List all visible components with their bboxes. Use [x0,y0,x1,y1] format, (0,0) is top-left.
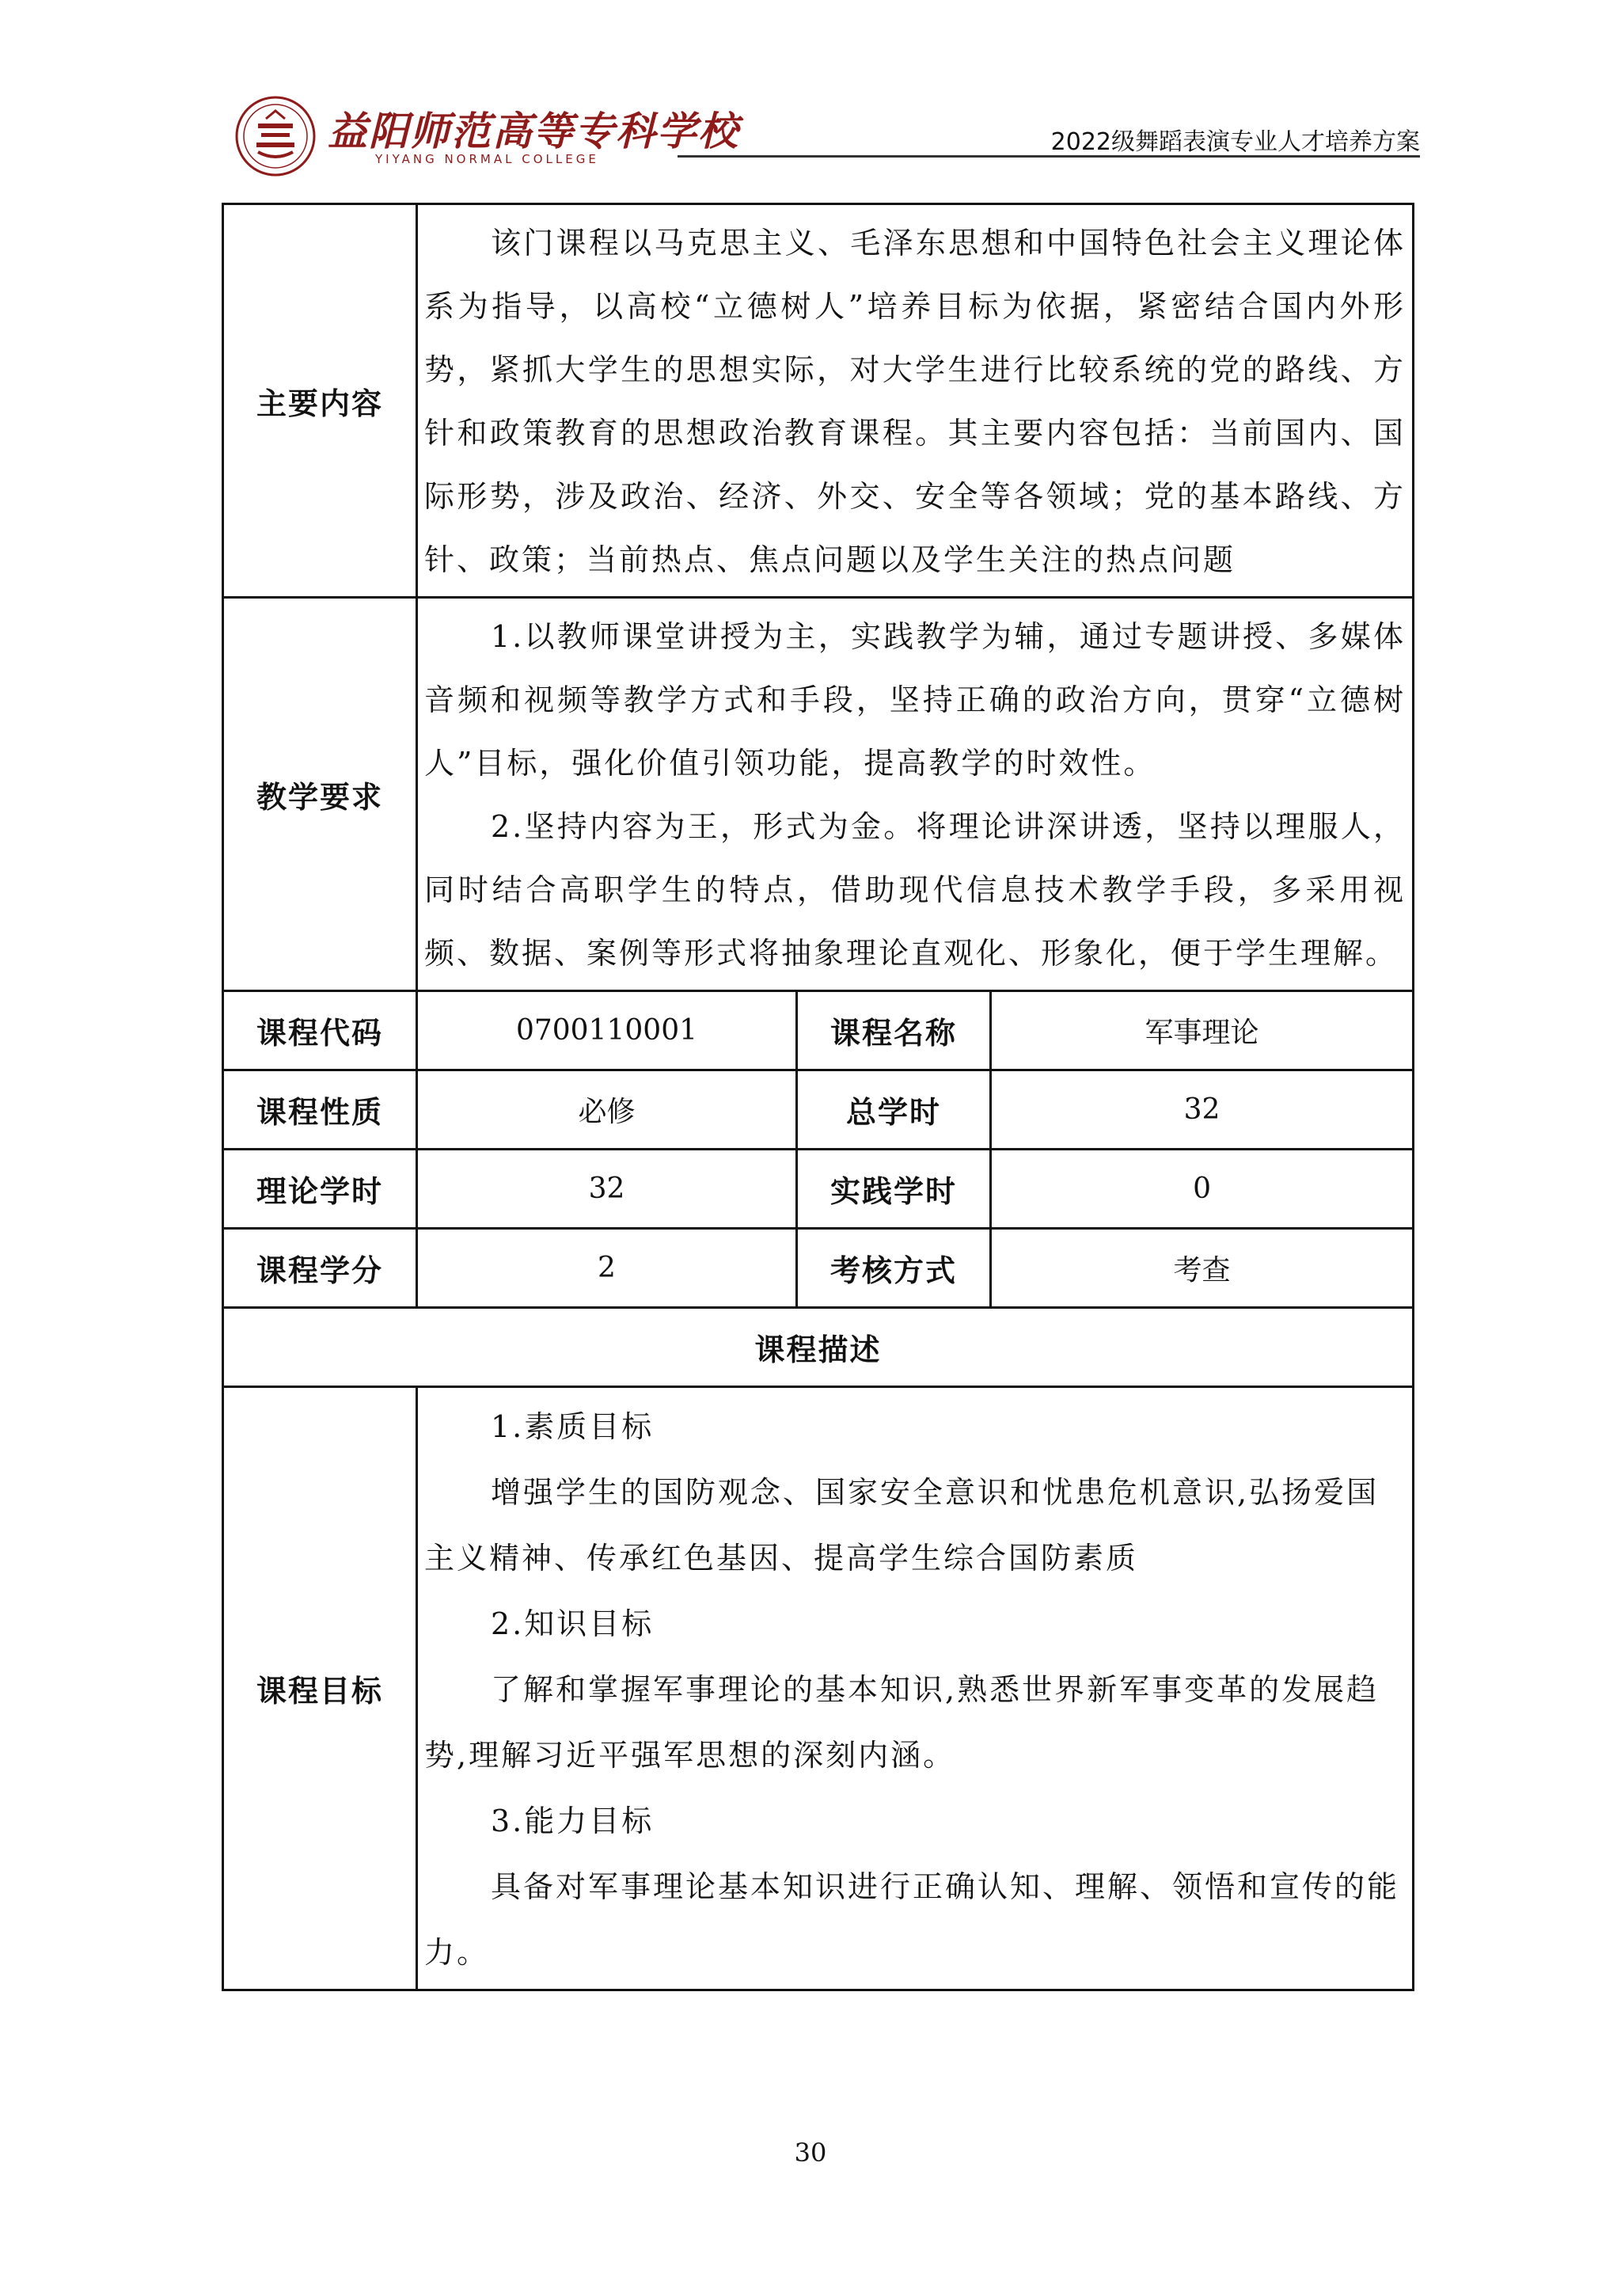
objective-text: 增强学生的国防观念、国家安全意识和忧患危机意识,弘扬爱国主义精神、传承红色基因、提高学生综合国防素质 [424,1475,1380,1576]
assessment-value: 考查 [991,1229,1414,1308]
course-nature-value: 必修 [417,1070,797,1150]
theory-hours-label: 理论学时 [223,1150,417,1229]
practice-hours-value: 0 [991,1150,1414,1229]
course-code-label: 课程代码 [223,991,417,1070]
main-content-text: 该门课程以马克思主义、毛泽东思想和中国特色社会主义理论体系为指导，以高校“立德树人”培养目标为依据，紧密结合国内外形势，紧抓大学生的思想实际，对大学生进行比较系统的党的路线、方针和政策教育的思想政治教育课程。其主要内容包括：当前国内、国际形势，涉及政治、经济、外交、安全等各领域；党的基本路线、方针、政策；当前热点、焦点问题以及学生关注的热点问题 [424,226,1407,577]
teaching-requirement-paragraph: 1.以教师课堂讲授为主，实践教学为辅，通过专题讲授、多媒体音频和视频等教学方式和手段，坚持正确的政治方向，贯穿“立德树人”目标，强化价值引领功能，提高教学的时效性。 [424,619,1407,781]
yiyang-normal-college-seal-icon [234,95,317,177]
course-description-row [223,1308,1414,1387]
page-header [234,89,1420,168]
teaching-requirements-label: 教学要求 [223,598,417,991]
practice-hours-label: 实践学时 [797,1150,991,1229]
credits-row [223,1229,1414,1308]
course-objectives-row [223,1387,1414,1990]
school-name: 益阳师范高等专科学校 [328,108,739,154]
objective-heading: 3.能力目标 [491,1804,655,1838]
total-hours-value: 32 [991,1070,1414,1150]
total-hours-label: 总学时 [797,1070,991,1150]
course-name-value: 军事理论 [991,991,1414,1070]
course-objectives-cell [417,1387,1414,1990]
course-code-row [223,991,1414,1070]
teaching-requirements-cell [417,598,1414,991]
course-nature-label: 课程性质 [223,1070,417,1150]
course-description-title: 课程描述 [223,1308,1414,1387]
objective-heading: 1.素质目标 [491,1409,655,1444]
credits-value: 2 [417,1229,797,1308]
objective-heading: 2.知识目标 [491,1606,655,1641]
course-code-value: 0700110001 [417,991,797,1070]
credits-label: 课程学分 [223,1229,417,1308]
teaching-requirement-paragraph: 2.坚持内容为王，形式为金。将理论讲深讲透，坚持以理服人，同时结合高职学生的特点，借助现代信息技术教学手段，多采用视频、数据、案例等形式将抽象理论直观化、形象化，便于学生理解。 [424,809,1407,971]
main-content-row [223,204,1414,598]
course-table [222,203,1414,1991]
objective-text: 了解和掌握军事理论的基本知识,熟悉世界新军事变革的发展趋势,理解习近平强军思想的深刻内涵。 [424,1672,1380,1773]
teaching-requirements-row [223,598,1414,991]
main-content-cell [417,204,1414,598]
course-objectives-label: 课程目标 [223,1387,417,1990]
main-content-label: 主要内容 [223,204,417,598]
objective-text: 具备对军事理论基本知识进行正确认知、理解、领悟和宣传的能力。 [424,1869,1400,1970]
hours-row [223,1150,1414,1229]
page-number: 30 [794,2138,827,2168]
document-title: 2022级舞蹈表演专业人才培养方案 [1050,128,1420,156]
course-nature-row [223,1070,1414,1150]
theory-hours-value: 32 [417,1150,797,1229]
course-name-label: 课程名称 [797,991,991,1070]
assessment-label: 考核方式 [797,1229,991,1308]
school-name-en: YIYANG NORMAL COLLEGE [375,152,599,166]
